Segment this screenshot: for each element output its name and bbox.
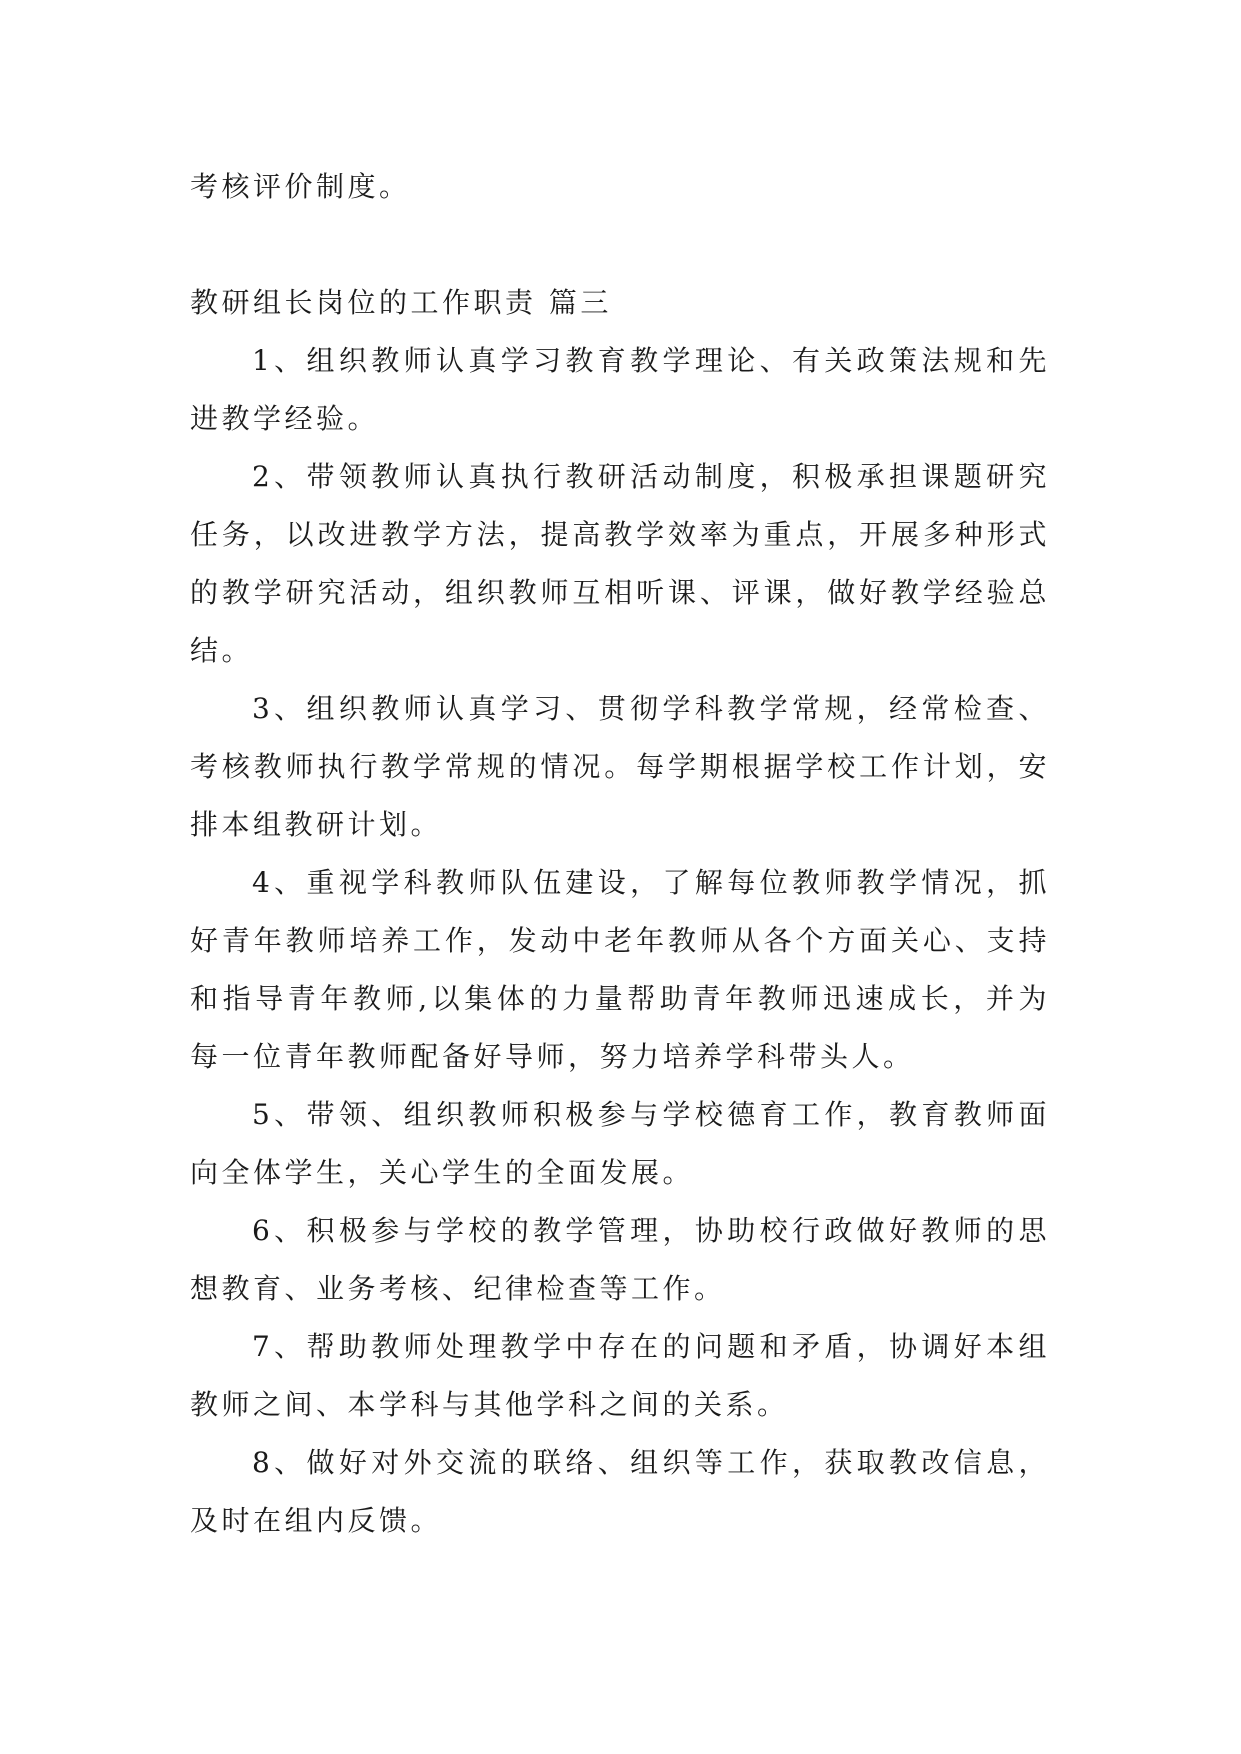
- paragraph-gap: [190, 216, 1050, 274]
- document-body: [190, 158, 1050, 1550]
- duty-item-3: 3、组织教师认真学习、贯彻学科教学常规，经常检查、考核教师执行教学常规的情况。每学期根据学校工作计划，安排本组教研计划。: [190, 692, 1050, 841]
- duty-item-4: 4、重视学科教师队伍建设，了解每位教师教学情况，抓好青年教师培养工作，发动中老年教师从各个方面关心、支持和指导青年教师,以集体的力量帮助青年教师迅速成长，并为每一位青年教师配备好导师，努力培养学科带头人。: [190, 866, 1050, 1073]
- lead-fragment: 考核评价制度。: [190, 170, 411, 203]
- duty-item-6: 6、积极参与学校的教学管理，协助校行政做好教师的思想教育、业务考核、纪律检查等工作。: [190, 1214, 1050, 1305]
- duty-item-2: 2、带领教师认真执行教研活动制度，积极承担课题研究任务，以改进教学方法，提高教学效率为重点，开展多种形式的教学研究活动，组织教师互相听课、评课，做好教学经验总结。: [190, 460, 1050, 667]
- section-heading: 教研组长岗位的工作职责 篇三: [190, 286, 612, 319]
- duty-item-1: 1、组织教师认真学习教育教学理论、有关政策法规和先进教学经验。: [190, 344, 1050, 435]
- duty-item-8: 8、做好对外交流的联络、组织等工作，获取教改信息，及时在组内反馈。: [190, 1446, 1050, 1537]
- duty-item-5: 5、带领、组织教师积极参与学校德育工作，教育教师面向全体学生，关心学生的全面发展。: [190, 1098, 1050, 1189]
- duty-item-7: 7、帮助教师处理教学中存在的问题和矛盾，协调好本组教师之间、本学科与其他学科之间的关系。: [190, 1330, 1050, 1421]
